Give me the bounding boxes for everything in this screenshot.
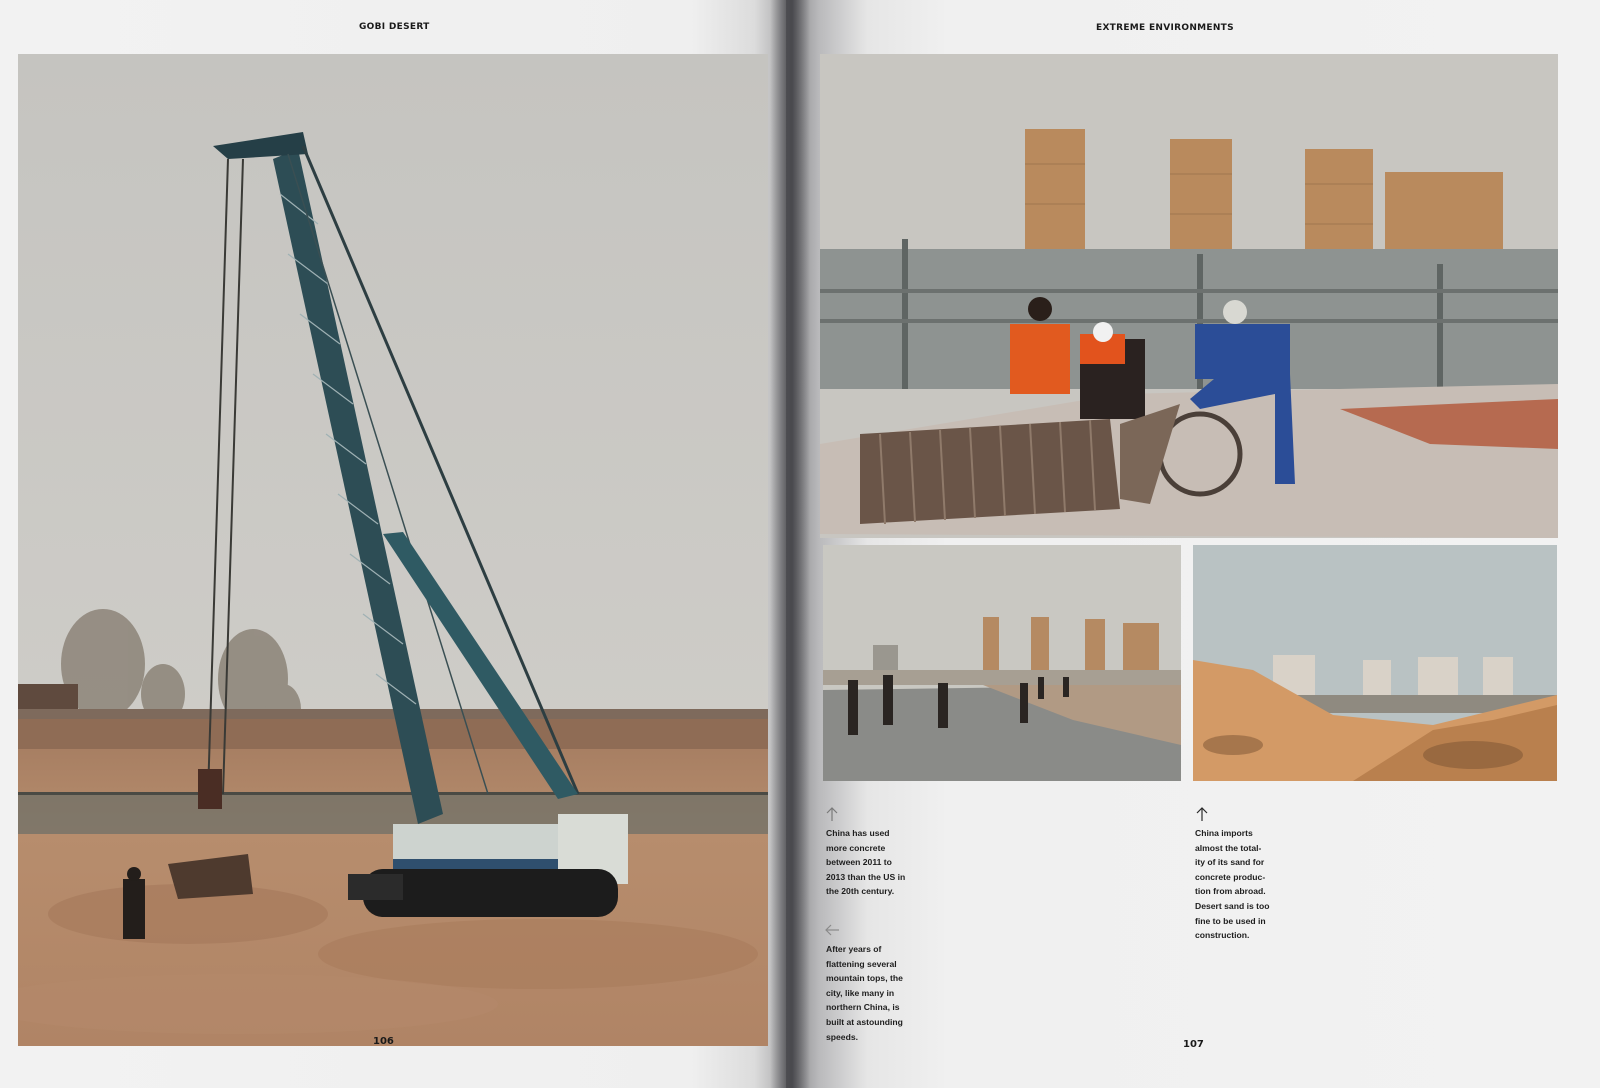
road-towers-photo (823, 545, 1181, 781)
left-arrow-icon (824, 924, 840, 936)
left-running-head: GOBI DESERT (359, 22, 430, 32)
right-page (786, 0, 1600, 1088)
crane-construction-site-photo (18, 54, 768, 1046)
caption-sand-imports: China imports almost the total- ity of its sand for concrete produc- tion from abroad. Desert sand is too fine to be used in construction. (1195, 828, 1270, 941)
caption-concrete: China has used more concrete between 2011 to 2013 than the US in the 20th century. (826, 828, 906, 897)
up-arrow-icon (1196, 806, 1208, 822)
up-arrow-icon (826, 806, 838, 822)
sand-piles-photo (1193, 545, 1557, 781)
book-gutter (770, 0, 810, 1088)
right-page-number: 107 (1183, 1039, 1204, 1050)
caption-mountain-tops: After years of flattening several mountain tops, the city, like many in northern China, is built at astounding speeds. (826, 944, 903, 1042)
left-page-number: 106 (373, 1036, 394, 1047)
workers-wheelbarrow-photo (820, 54, 1558, 538)
right-running-head: EXTREME ENVIRONMENTS (1096, 23, 1234, 33)
left-page (0, 0, 786, 1088)
